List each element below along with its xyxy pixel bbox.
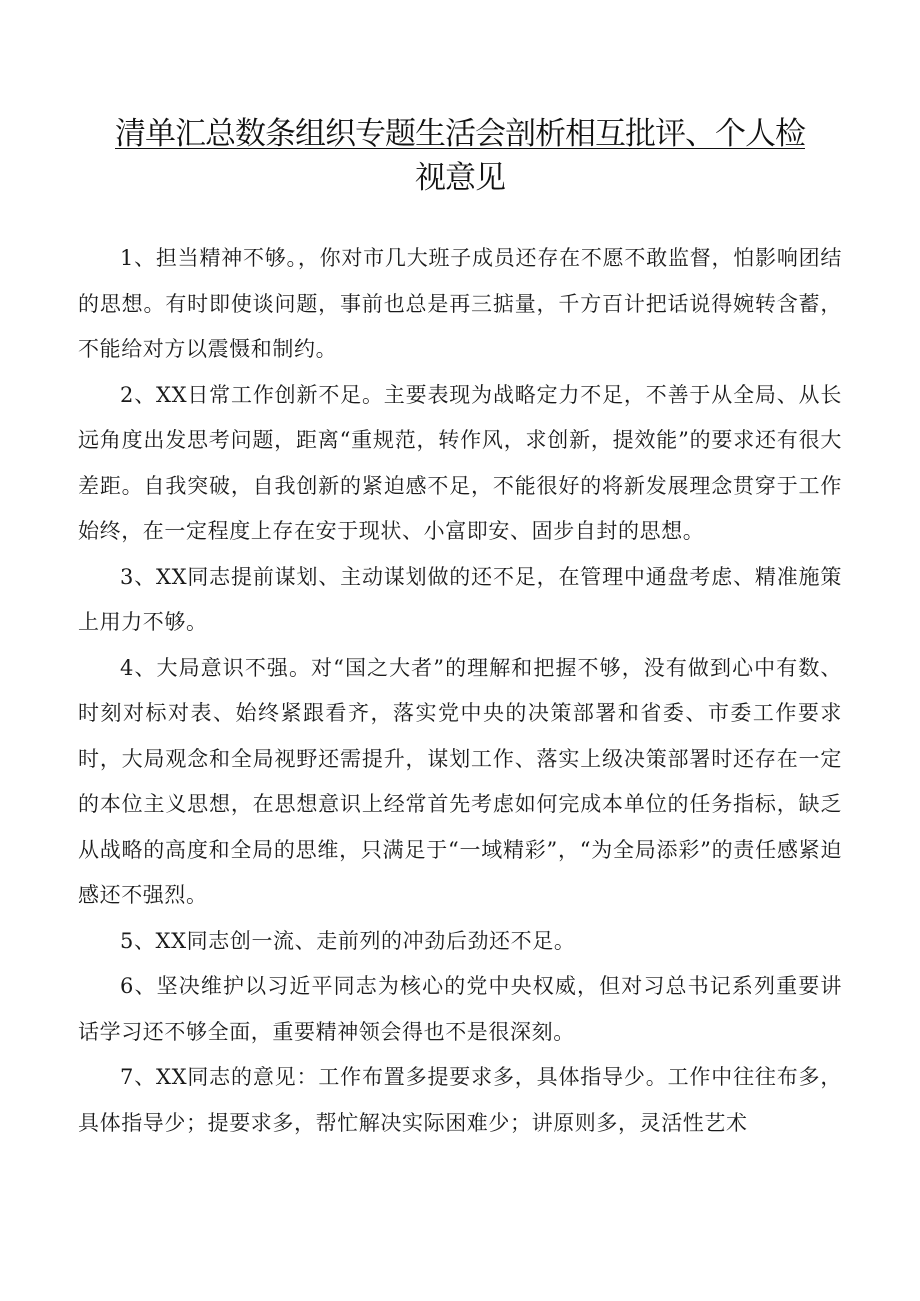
title-line-1: 清单汇总数条组织专题生活会剖析相互批评、个人检	[115, 116, 805, 152]
title-line-2: 视意见	[415, 160, 505, 196]
document-body	[78, 236, 842, 1146]
paragraph-7: 7、XX同志的意见：工作布置多提要求多，具体指导少。工作中往往布多，具体指导少；提要求多，帮忙解决实际困难少；讲原则多，灵活性艺术	[78, 1065, 842, 1135]
paragraph-4: 4、大局意识不强。对“国之大者”的理解和把握不够，没有做到心中有数、时刻对标对表、始终紧跟看齐，落实党中央的决策部署和省委、市委工作要求时，大局观念和全局视野还需提升，谋划工作、落实上级决策部署时还存在一定的本位主义思想，在思想意识上经常首先考虑如何完成本单位的任务指标，缺乏从战略的高度和全局的思维，只满足于“一域精彩”，“为全局添彩”的责任感紧迫感还不强烈。	[78, 655, 842, 907]
paragraph-5: 5、XX同志创一流、走前列的冲劲后劲还不足。	[120, 928, 576, 953]
document-title	[80, 112, 840, 200]
paragraph-6: 6、坚决维护以习近平同志为核心的党中央权威，但对习总书记系列重要讲话学习还不够全面，重要精神领会得也不是很深刻。	[78, 974, 842, 1044]
paragraph-2: 2、XX日常工作创新不足。主要表现为战略定力不足，不善于从全局、从长远角度出发思考问题，距离“重规范，转作风，求创新，提效能”的要求还有很大差距。自我突破，自我创新的紧迫感不足，不能很好的将新发展理念贯穿于工作始终，在一定程度上存在安于现状、小富即安、固步自封的思想。	[78, 382, 842, 543]
paragraph-1: 1、担当精神不够。，你对市几大班子成员还存在不愿不敢监督，怕影响团结的思想。有时即使谈问题，事前也总是再三掂量，千方百计把话说得婉转含蓄，不能给对方以震慑和制约。	[78, 246, 842, 361]
paragraph-3: 3、XX同志提前谋划、主动谋划做的还不足，在管理中通盘考虑、精准施策上用力不够。	[78, 564, 842, 634]
